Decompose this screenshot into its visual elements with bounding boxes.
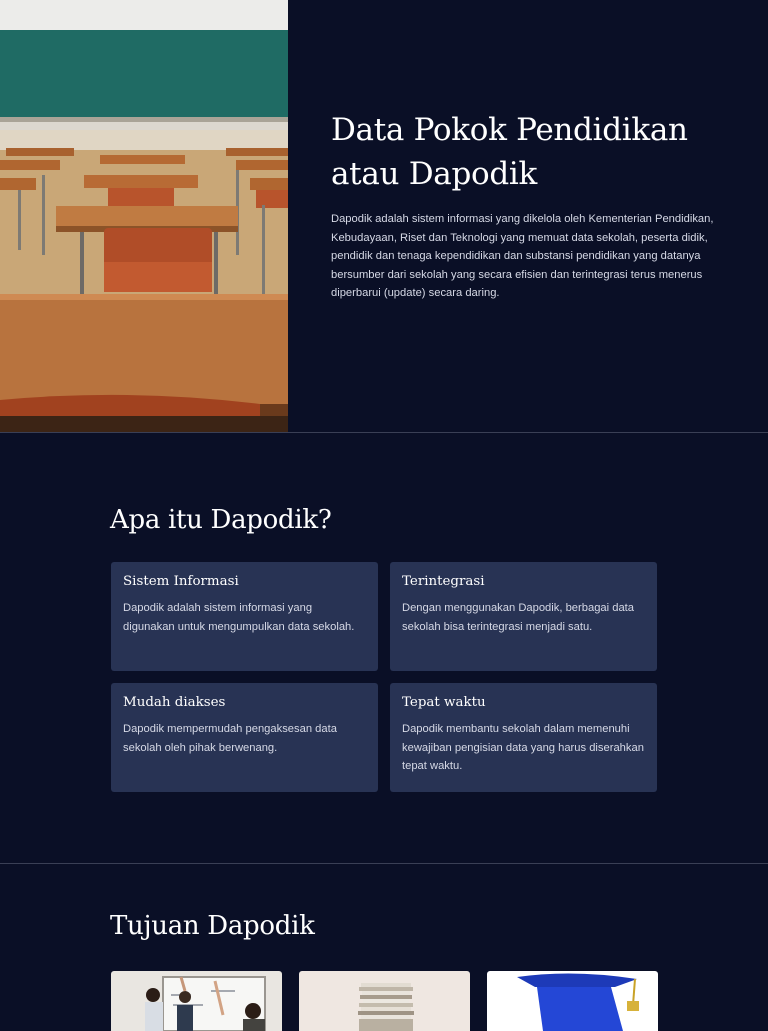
goal-image-graduation — [487, 971, 658, 1031]
classroom-image — [0, 0, 288, 432]
card-title: Sistem Informasi — [123, 574, 239, 589]
apa-title: Apa itu Dapodik? — [110, 505, 332, 535]
card-body: Dapodik adalah sistem informasi yang digunakan untuk mengumpulkan data sekolah. — [123, 602, 355, 633]
card-title: Terintegrasi — [402, 574, 485, 589]
card-body: Dapodik mempermudah pengaksesan data sekolah oleh pihak berwenang. — [123, 723, 337, 754]
card-terintegrasi — [390, 562, 657, 671]
hero-section — [0, 0, 768, 432]
card-sistem-informasi — [111, 562, 378, 671]
hero-title-line2: atau Dapodik — [331, 156, 538, 192]
card-title: Tepat waktu — [402, 695, 486, 710]
hero-text-block — [331, 108, 731, 314]
card-mudah-diakses — [111, 683, 378, 792]
tujuan-title: Tujuan Dapodik — [110, 911, 315, 941]
apa-section — [0, 433, 768, 863]
goal-image-papers — [299, 971, 470, 1031]
card-body: Dapodik membantu sekolah dalam memenuhi kewajiban pengisian data yang harus diserahkan tepat waktu. — [402, 723, 644, 773]
card-title: Mudah diakses — [123, 695, 226, 710]
tujuan-section — [0, 864, 768, 1024]
hero-description: Dapodik adalah sistem informasi yang dikelola oleh Kementerian Pendidikan, Kebudayaan, Riset dan Teknologi yang memuat data sekolah, peserta didik, pendidik dan tenaga kependidikan dan substansi pendidikan yang datanya bersumber dari sekolah yang secara efisien dan terintegrasi terus menerus diperbarui (update) secara daring. — [331, 213, 714, 300]
card-body: Dengan menggunakan Dapodik, berbagai data sekolah bisa terintegrasi menjadi satu. — [402, 602, 635, 633]
hero-title — [331, 108, 731, 196]
goal-image-classroom — [111, 971, 282, 1031]
hero-title-line1: Data Pokok Pendidikan — [331, 112, 688, 148]
card-tepat-waktu — [390, 683, 657, 792]
